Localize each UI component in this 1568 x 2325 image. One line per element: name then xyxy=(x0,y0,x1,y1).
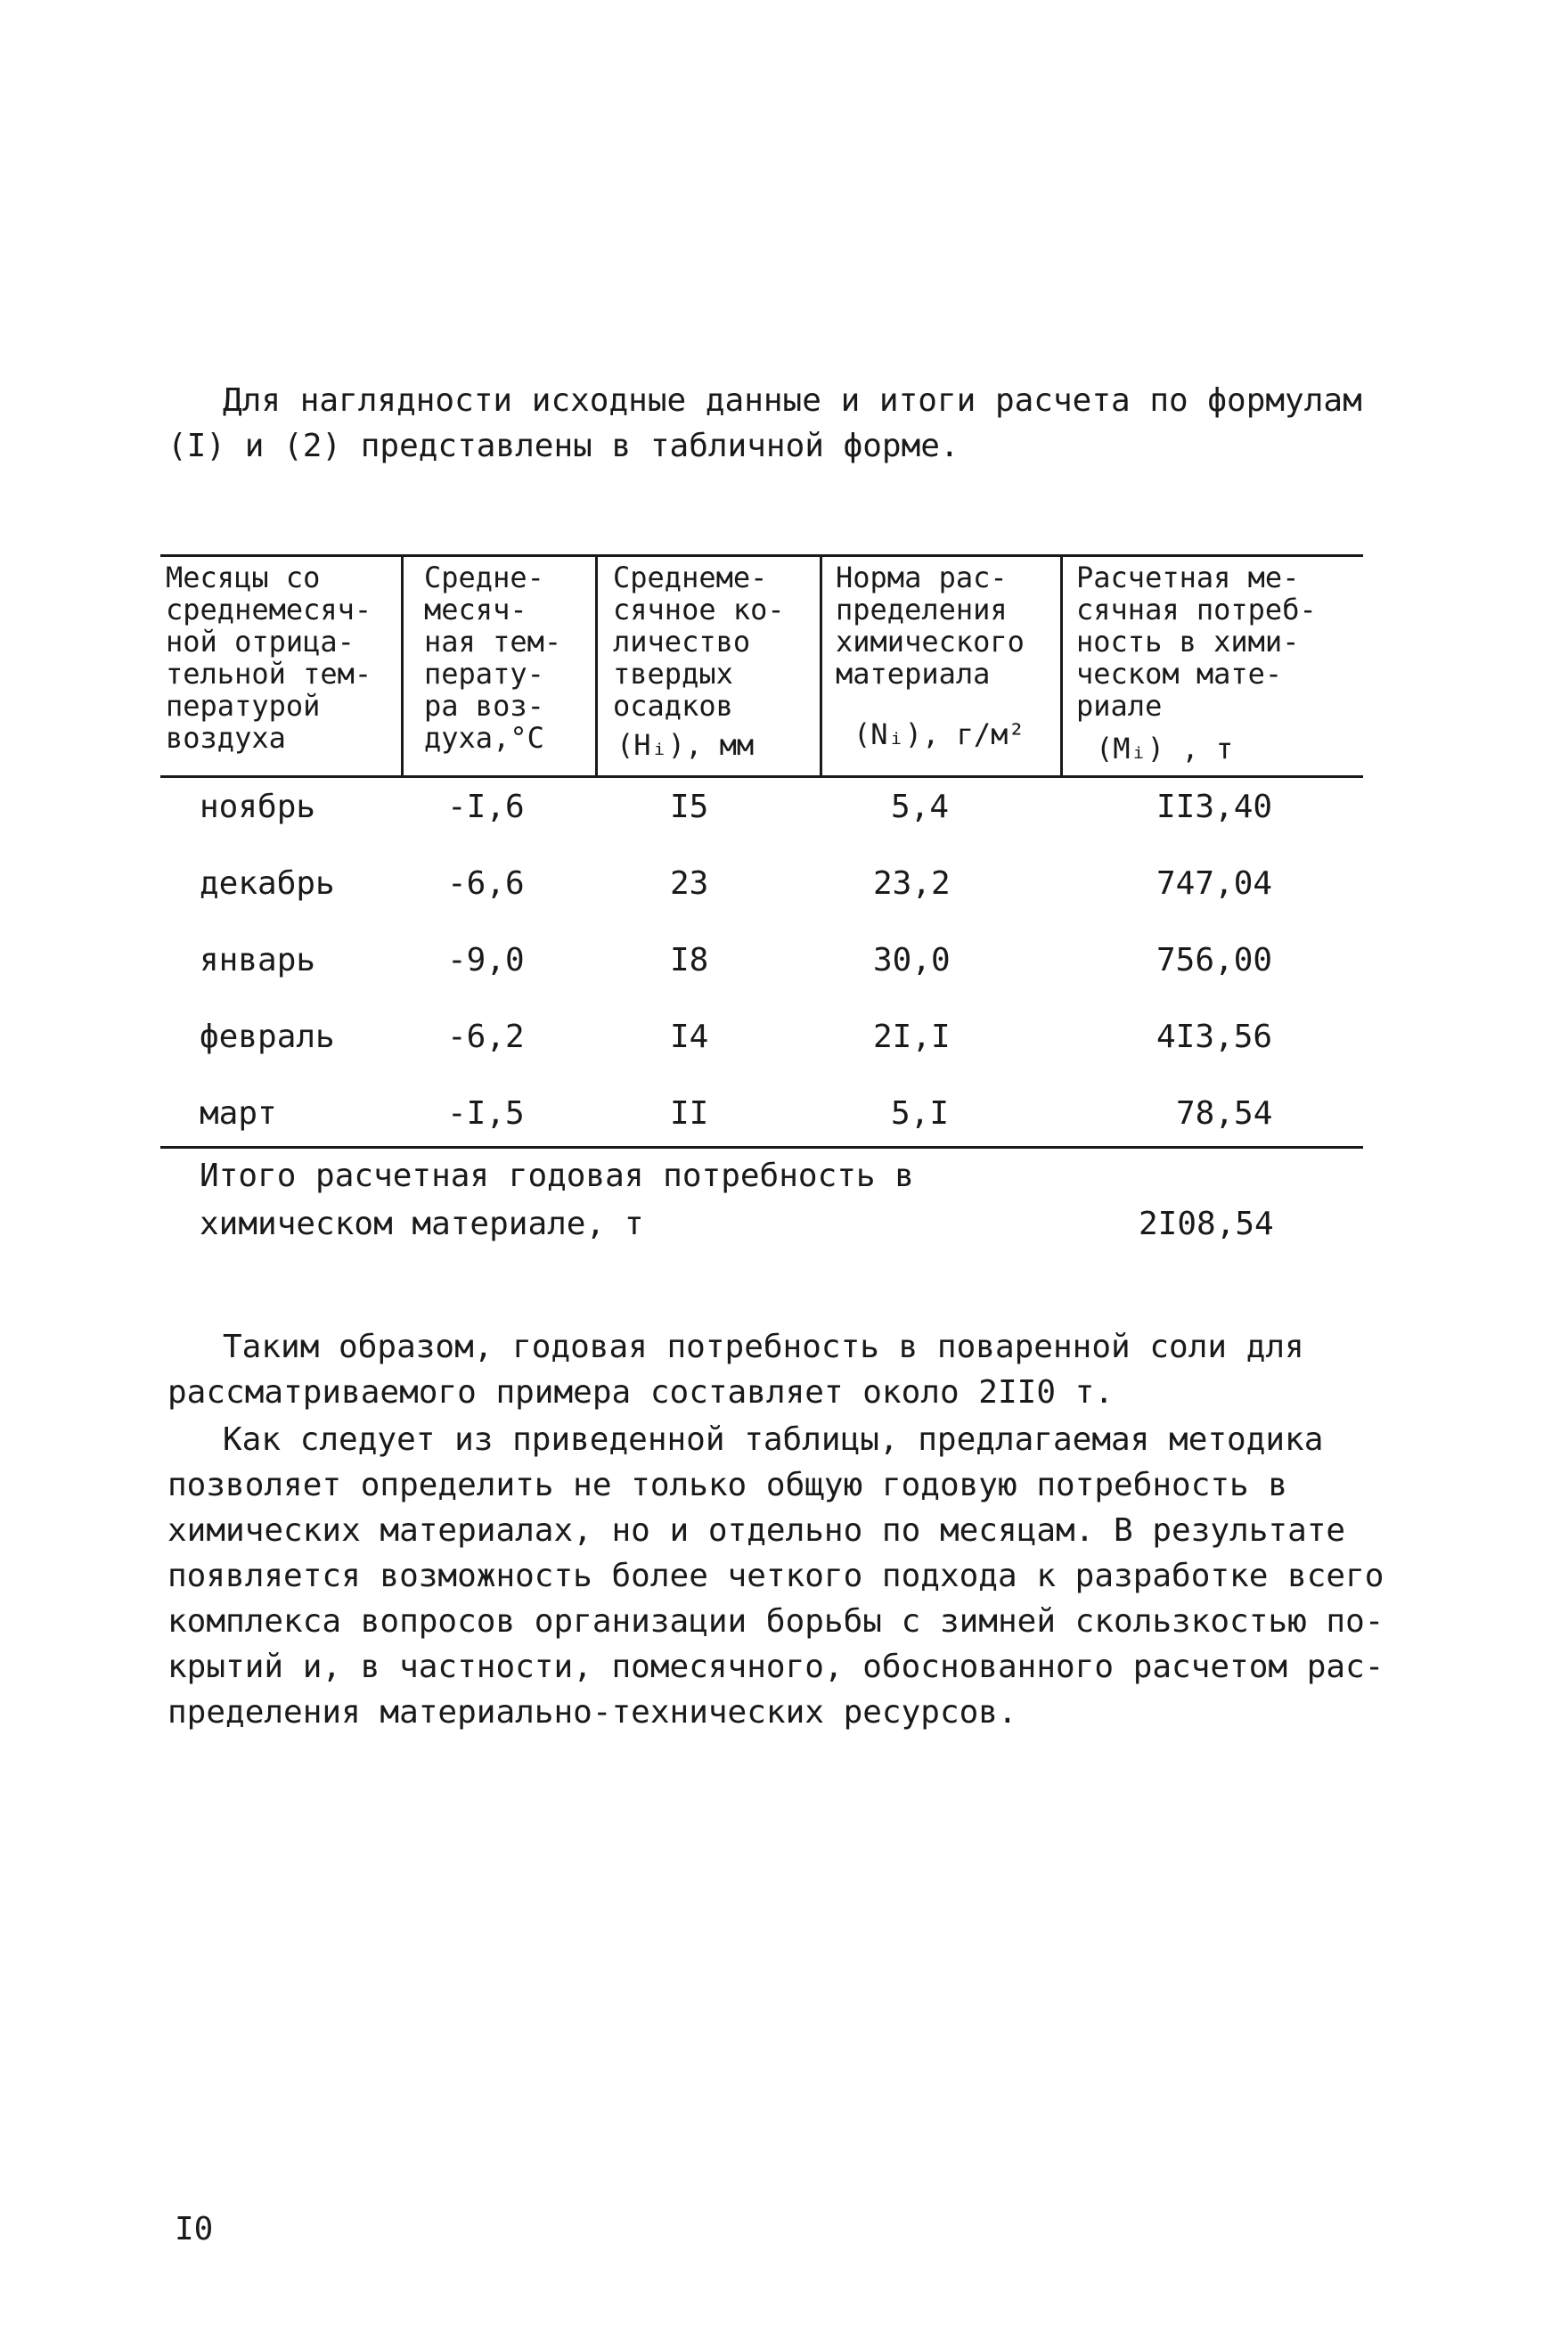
cell-norm: 30,0 xyxy=(873,942,951,978)
cell-month: январь xyxy=(200,942,316,978)
cell-monthly-need: 78,54 xyxy=(1176,1095,1273,1132)
conclusion-line: позволяет определить не только общую годовую потребность в xyxy=(167,1467,1288,1503)
conclusion-line: химических материалах, но и отдельно по месяцам. В результате xyxy=(167,1512,1346,1549)
cell-temperature: -6,6 xyxy=(447,865,525,902)
cell-precipitation: II xyxy=(670,1095,709,1132)
cell-monthly-need: II3,40 xyxy=(1156,789,1273,825)
header-symbol-h: (Hᵢ), мм xyxy=(617,728,755,762)
cell-norm: 23,2 xyxy=(873,865,951,902)
header-months: Месяцы со среднемесяч- ной отрица- тельной тем- пературой воздуха xyxy=(166,561,372,755)
header-precipitation: Среднеме- сячное ко- личество твердых осадков xyxy=(613,561,785,723)
cell-norm: 2I,I xyxy=(873,1019,951,1055)
cell-norm: 5,4 xyxy=(891,789,950,825)
column-divider xyxy=(595,554,598,775)
conclusion-paragraph-2 xyxy=(167,1417,1384,1735)
intro-line-1: Для наглядности исходные данные и итоги расчета по формулам xyxy=(223,382,1362,419)
cell-month: февраль xyxy=(200,1019,335,1055)
cell-norm: 5,I xyxy=(891,1095,950,1132)
conclusion-line: Таким образом, годовая потребность в поваренной соли для xyxy=(223,1329,1304,1365)
cell-monthly-need: 747,04 xyxy=(1156,865,1273,902)
header-norm: Норма рас- пределения химического материала xyxy=(836,561,1025,691)
cell-precipitation: I8 xyxy=(670,942,709,978)
cell-monthly-need: 756,00 xyxy=(1156,942,1273,978)
total-label-line-2: химическом материале, т xyxy=(200,1206,644,1242)
page-number: I0 xyxy=(175,2211,214,2247)
cell-month: ноябрь xyxy=(200,789,316,825)
column-divider xyxy=(1060,554,1063,775)
conclusion-paragraph-1 xyxy=(167,1324,1361,1415)
conclusion-line: комплекса вопросов организации борьбы с зимней скользкостью по- xyxy=(167,1603,1384,1640)
intro-line-2: (I) и (2) представлены в табличной форме. xyxy=(167,428,960,464)
table-bottom-rule xyxy=(160,1146,1363,1149)
intro-paragraph xyxy=(167,378,1361,469)
header-monthly-need: Расчетная ме- сячная потреб- ность в хими- ческом мате- риале xyxy=(1076,561,1317,723)
cell-precipitation: I4 xyxy=(670,1019,709,1055)
cell-temperature: -9,0 xyxy=(447,942,525,978)
conclusion-line: Как следует из приведенной таблицы, предлагаемая методика xyxy=(223,1421,1324,1458)
cell-month: март xyxy=(200,1095,277,1132)
column-divider xyxy=(401,554,404,775)
cell-temperature: -6,2 xyxy=(447,1019,525,1055)
conclusion-line: рассматриваемого примера составляет около 2II0 т. xyxy=(167,1374,1115,1411)
conclusion-line: пределения материально-технических ресурсов. xyxy=(167,1694,1017,1731)
table-header-rule xyxy=(160,775,1363,778)
conclusion-line: крытий и, в частности, помесячного, обоснованного расчетом рас- xyxy=(167,1649,1384,1685)
table-top-rule xyxy=(160,554,1363,557)
conclusion-line: появляется возможность более четкого подхода к разработке всего xyxy=(167,1558,1384,1594)
cell-precipitation: 23 xyxy=(670,865,709,902)
cell-precipitation: I5 xyxy=(670,789,709,825)
header-symbol-m: (Mᵢ) , т xyxy=(1096,732,1234,765)
cell-monthly-need: 4I3,56 xyxy=(1156,1019,1273,1055)
cell-temperature: -I,5 xyxy=(447,1095,525,1132)
total-label-line-1: Итого расчетная годовая потребность в xyxy=(200,1158,914,1194)
header-symbol-n: (Nᵢ), г/м² xyxy=(853,717,1025,751)
column-divider xyxy=(820,554,822,775)
total-value: 2I08,54 xyxy=(1139,1206,1274,1242)
cell-month: декабрь xyxy=(200,865,335,902)
cell-temperature: -I,6 xyxy=(447,789,525,825)
header-temperature: Средне- месяч- ная тем- перату- ра воз- духа,°С xyxy=(424,561,562,755)
